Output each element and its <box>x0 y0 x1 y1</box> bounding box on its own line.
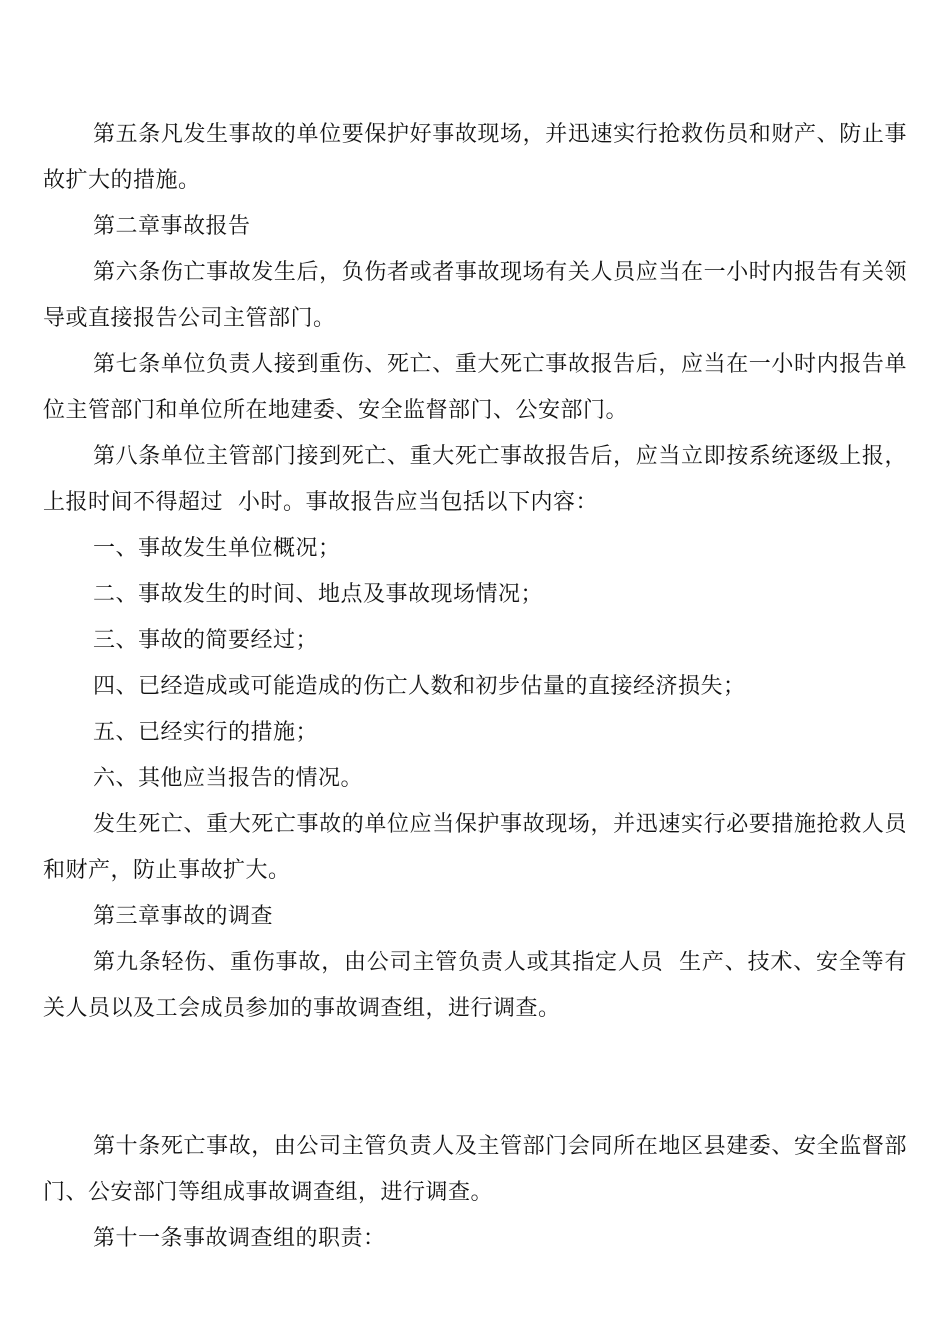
article-6-paragraph: 第六条伤亡事故发生后，负伤者或者事故现场有关人员应当在一小时内报告有关领导或直接报告公司主管部门。 <box>43 260 907 331</box>
chapter-3-heading: 第三章事故的调查 <box>93 904 274 929</box>
report-item-1: 一、事故发生单位概况； <box>93 536 341 561</box>
report-item-2: 二、事故发生的时间、地点及事故现场情况； <box>93 582 544 607</box>
report-item-5: 五、已经实行的措施； <box>93 720 319 745</box>
report-item-3: 三、事故的简要经过； <box>93 628 319 653</box>
article-8-paragraph: 第八条单位主管部门接到死亡、重大死亡事故报告后，应当立即按系统逐级上报，上报时间不得超过 小时。事故报告应当包括以下内容： <box>43 444 907 515</box>
document-page <box>43 112 907 1262</box>
article-11-paragraph: 第十一条事故调查组的职责： <box>93 1226 386 1251</box>
report-item-4: 四、已经造成或可能造成的伤亡人数和初步估量的直接经济损失； <box>93 674 746 699</box>
chapter-2-heading: 第二章事故报告 <box>93 214 251 239</box>
article-5-paragraph: 第五条凡发生事故的单位要保护好事故现场，并迅速实行抢救伤员和财产、防止事故扩大的措施。 <box>43 122 907 193</box>
report-item-6: 六、其他应当报告的情况。 <box>93 766 364 791</box>
article-7-paragraph: 第七条单位负责人接到重伤、死亡、重大死亡事故报告后，应当在一小时内报告单位主管部门和单位所在地建委、安全监督部门、公安部门。 <box>43 352 907 423</box>
scene-protection-paragraph: 发生死亡、重大死亡事故的单位应当保护事故现场，并迅速实行必要措施抢救人员和财产，防止事故扩大。 <box>43 812 907 883</box>
article-10-paragraph: 第十条死亡事故，由公司主管负责人及主管部门会同所在地区县建委、安全监督部门、公安部门等组成事故调查组，进行调查。 <box>43 1134 907 1205</box>
blank-space <box>43 1032 907 1124</box>
article-9-paragraph: 第九条轻伤、重伤事故，由公司主管负责人或其指定人员 生产、技术、安全等有关人员以及工会成员参加的事故调查组，进行调查。 <box>43 950 907 1021</box>
